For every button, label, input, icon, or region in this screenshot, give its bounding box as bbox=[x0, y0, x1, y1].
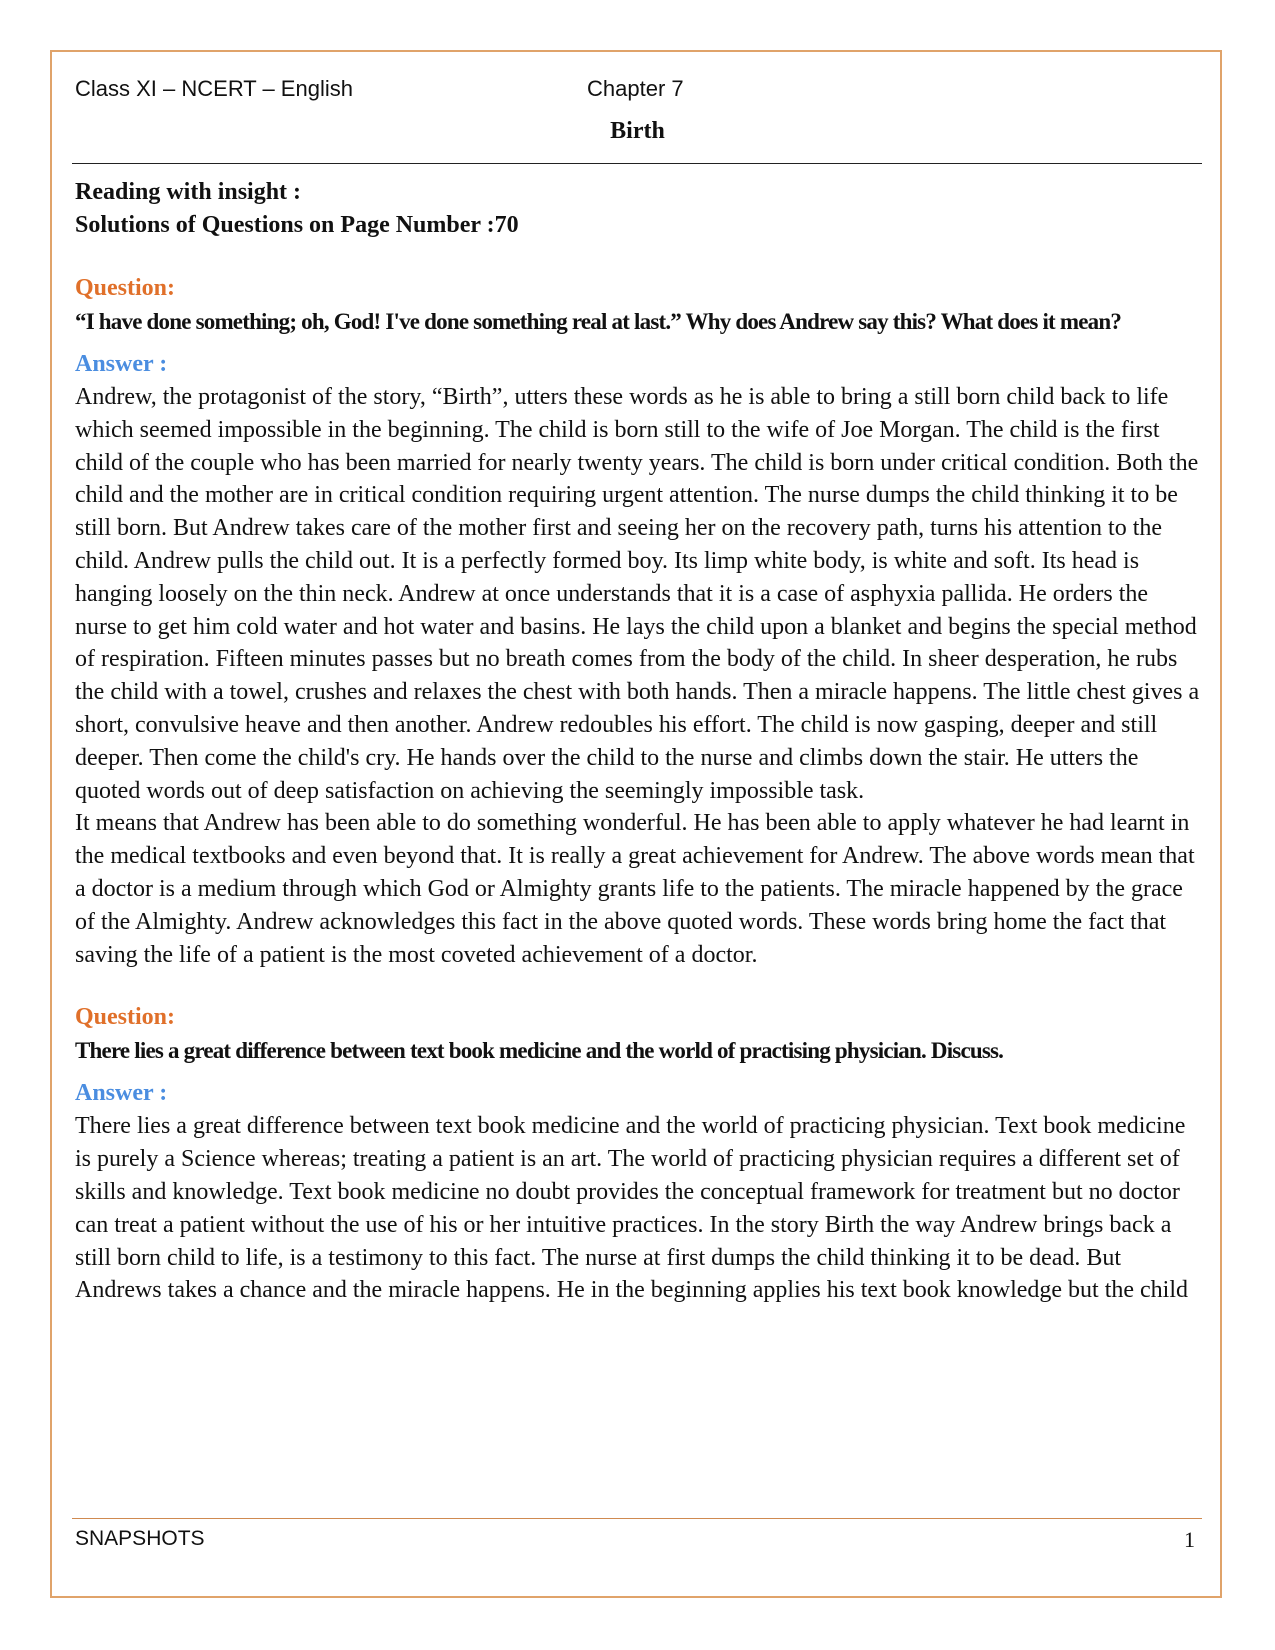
header-class-label: Class XI – NCERT – English bbox=[75, 76, 353, 101]
question-block-2 bbox=[75, 1001, 1205, 1307]
page-number: 1 bbox=[1184, 1527, 1195, 1552]
answer-paragraph: Andrew, the protagonist of the story, “Birth”, utters these words as he is able to bring a still born child back to life which seemed impossible in the beginning. The child is born still to the wife of Joe Morgan. The child is the first child of the couple who has been married for nearly twenty years. The child is born under critical condition. Both the child and the mother are in critical condition requiring urgent attention. The nurse dumps the child thinking it to be still born. But Andrew takes care of the mother first and seeing her on the recovery path, turns his attention to the child. Andrew pulls the child out. It is a perfectly formed boy. Its limp white body, is white and soft. Its head is hanging loosely on the thin neck. Andrew at once understands that it is a case of asphyxia pallida. He orders the nurse to get him cold water and hot water and basins. He lays the child upon a blanket and begins the special method of respiration. Fifteen minutes passes but no breath comes from the body of the child. In sheer desperation, he rubs the child with a towel, crushes and relaxes the chest with both hands. Then a miracle happens. The little chest gives a short, convulsive heave and then another. Andrew redoubles his effort. The child is now gasping, deeper and still deeper. Then come the child's cry. He hands over the child to the nurse and climbs down the stair. He utters the quoted words out of deep satisfaction on achieving the seemingly impossible task. bbox=[75, 384, 1200, 804]
page-title: Birth bbox=[610, 118, 665, 144]
document-body bbox=[75, 176, 1205, 1307]
answer-paragraph: There lies a great difference between text book medicine and the world of practicing physician. Text book medicine is purely a Science whereas; treating a patient is an art. The world of practicing physician requires a different set of skills and knowledge. Text book medicine no doubt provides the conceptual framework for treatment but no doctor can treat a patient without the use of his or her intuitive practices. In the story Birth the way Andrew brings back a still born child to life, is a testimony to this fact. The nurse at first dumps the child thinking it to be dead. But Andrews takes a chance and the miracle happens. He in the beginning applies his text book knowledge but the child bbox=[75, 1113, 1189, 1304]
question-label: Question: bbox=[75, 275, 176, 301]
section-heading: Reading with insight : bbox=[75, 179, 302, 205]
answer-label: Answer : bbox=[75, 351, 168, 377]
question-block-1 bbox=[75, 272, 1205, 971]
answer-label: Answer : bbox=[75, 1080, 168, 1107]
header-chapter-label: Chapter 7 bbox=[587, 76, 684, 101]
question-text: There lies a great difference between text book medicine and the world of practising physician. Discuss. bbox=[75, 1038, 1004, 1064]
question-text: “I have done something; oh, God! I've done something real at last.” Why does Andrew say this? What does it mean? bbox=[75, 309, 1122, 334]
header-divider bbox=[72, 163, 1202, 164]
footer-book-title: SNAPSHOTS bbox=[75, 1527, 205, 1550]
answer-paragraph: It means that Andrew has been able to do something wonderful. He has been able to apply whatever he had learnt in the medical textbooks and even beyond that. It is really a great achievement for Andrew. The above words mean that a doctor is a medium through which God or Almighty grants life to the patients. The miracle happened by the grace of the Almighty. Andrew acknowledges this fact in the above quoted words. These words bring home the fact that saving the life of a patient is the most coveted achievement of a doctor. bbox=[75, 810, 1195, 968]
footer-divider bbox=[72, 1518, 1202, 1519]
section-subheading: Solutions of Questions on Page Number :70 bbox=[75, 212, 519, 238]
question-label: Question: bbox=[75, 1004, 176, 1031]
